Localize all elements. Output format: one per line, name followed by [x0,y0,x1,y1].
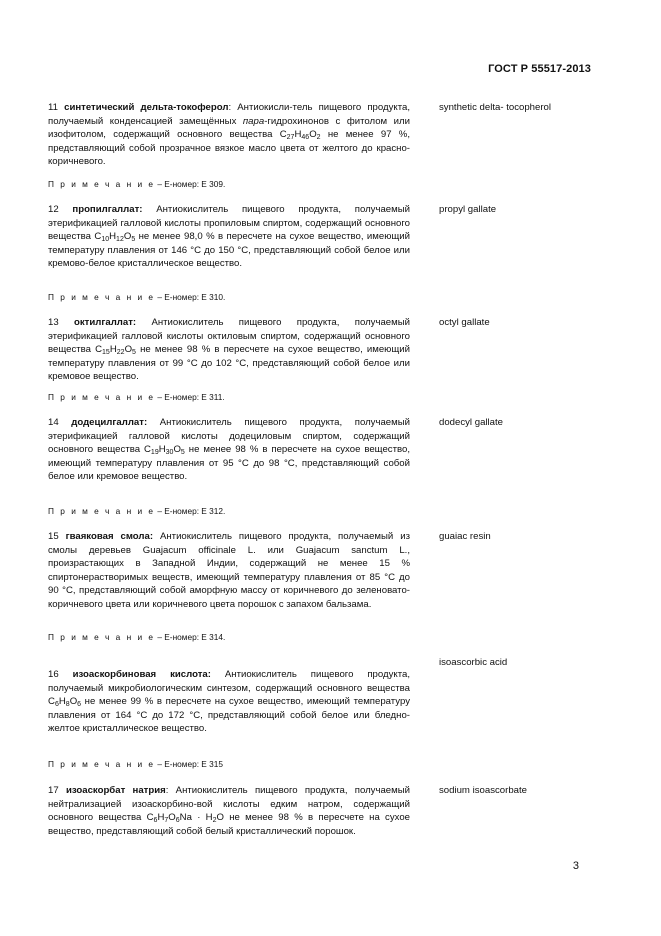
term-definition: 14 додецилгаллат: Антиокислитель пищевого продукта, получаемый этерификацией галловой кислоты додециловым спиртом, содержащий основного вещества $C_{19}H_{30}O_5$ не менее 98 % в пересчете на сухое вещество, имеющий температуру плавления от 95 °C до 98 °C, представляющий собой белое или кремовое вещество. [48,417,410,483]
document-header: ГОСТ Р 55517-2013 [488,63,591,75]
term-name: изоаскорбиновая кислота: [72,669,211,680]
term-name: октилгаллат: [74,317,137,328]
term-note: П р и м е ч а н и е – Е-номер: Е 309. [48,179,226,189]
page-number: 3 [572,860,579,872]
term-name: пропилгаллат: [72,204,143,215]
term-name: изоаскорбат натрия [65,785,166,796]
term-number: 16 [48,669,59,680]
term-name: гваяковая смола: [65,531,154,542]
term-note: П р и м е ч а н и е – Е-номер: Е 310. [48,292,226,302]
term-name: синтетический дельта-токоферол [64,102,229,113]
term-note: П р и м е ч а н и е – Е-номер: Е 311. [48,392,225,402]
term-english: isoascorbic acid [439,657,508,668]
term-number: 15 [48,531,59,542]
term-definition: 16 изоаскорбиновая кислота: Антиокислитель пищевого продукта, получаемый микробиологическим синтезом, содержащий основного вещества $C_6H_8O_6$ не менее 99 % в пересчете на сухое вещество, имеющий температуру плавления от 164 °C до 172 °C, представляющий собой белое или бледно-желтое кристаллическое вещество. [48,669,410,735]
term-note: П р и м е ч а н и е – Е-номер: Е 312. [48,506,226,516]
term-number: 11 [48,102,58,113]
term-english: sodium isoascorbate [439,785,527,796]
term-definition: 11 синтетический дельта-токоферол: Антиокисли-тель пищевого продукта, получаемый конденсацией замещённых пара-гидрохинонов с фитолом или изофитолом, содержащий основного вещества $C_{27}H_{46}O_2$ не менее 97 %, представляющий собой прозрачное вязкое масло цвета от желтого до красно-коричневого. [48,102,410,168]
term-number: 17 [48,785,59,796]
term-number: 14 [48,417,59,428]
term-english: guaiac resin [439,531,491,542]
term-english: octyl gallate [439,317,490,328]
term-name: додецилгаллат: [71,417,148,428]
term-definition: 12 пропилгаллат: Антиокислитель пищевого продукта, получаемый этерификацией галловой кислоты пропиловым спиртом, содержащий основного вещества $C_{10}H_{12}O_5$ не менее 98,0 % в пересчете на сухое вещество, имеющий температуру плавления от 146 °C до 150 °C, представляющий собой белое или кремово-белое кристаллическое вещество. [48,204,411,270]
term-definition: 13 октилгаллат: Антиокислитель пищевого продукта, получаемый этерификацией галловой кислоты октиловым спиртом, содержащий основного вещества $C_{15}H_{22}O_5$ не менее 98 % в пересчете на сухое вещество, имеющий температуру плавления от 99 °C до 102 °C, представляющий собой белое или кремовое вещество. [48,317,410,383]
term-number: 13 [48,317,59,328]
term-english: dodecyl gallate [439,417,504,428]
term-english: propyl gallate [439,204,497,215]
term-definition: 15 гваяковая смола: Антиокислитель пищевого продукта, получаемый из смолы деревьев Guajacum officinale L. или Guajacum sanctum L., произрастающих в Западной Индии, содержащий не менее 15 % спиртонерастворимых веществ, имеющий температуру плавления от 85 °C до 90 °C, представляющий собой аморфную массу от коричневого до зеленовато-коричневого цвета или коричневого цвета порошок с запахом бальзама. [48,531,410,610]
term-english: synthetic delta- tocopherol [439,102,551,113]
term-definition: 17 изоаскорбат натрия: Антиокислитель пищевого продукта, получаемый нейтрализацией изоаскорбино-вой кислоты едким натром, содержащий основного вещества $C_6H_7O_6Na \cdot H_2O$ не менее 98 % в пересчете на сухое вещество, представляющий собой белый кристаллический порошок. [48,785,411,837]
term-note: П р и м е ч а н и е – Е-номер: Е 315 [48,759,223,769]
term-number: 12 [48,204,59,215]
term-note: П р и м е ч а н и е – Е-номер: Е 314. [48,632,226,642]
